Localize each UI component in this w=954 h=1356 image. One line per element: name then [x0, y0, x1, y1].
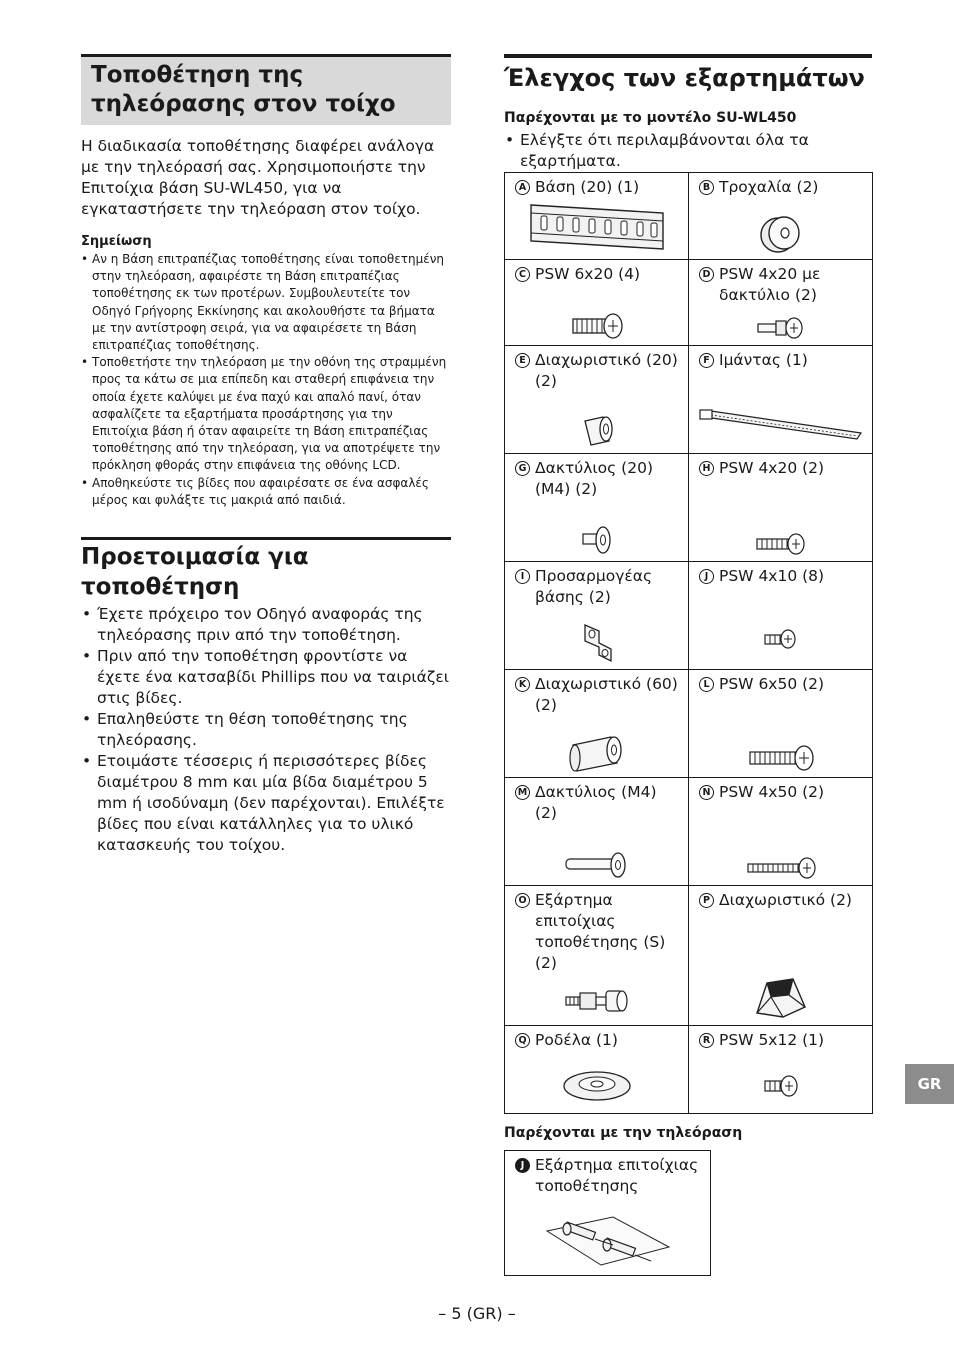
part-label: PSW 4x50 (2) [719, 783, 825, 801]
wall-bracket-icon [505, 199, 688, 251]
base-adapter-icon [505, 621, 688, 665]
parts-table [504, 172, 873, 1114]
page-number: – 5 (GR) – [438, 1304, 516, 1323]
screw-icon [689, 1073, 872, 1099]
part-cell [505, 173, 689, 260]
part-marker: H [699, 461, 714, 476]
preparation-item: • Πριν από την τοποθέτηση φροντίστε να έχετε ένα κατσαβίδι Phillips που να ταιριάζει στις βίδες. [81, 646, 451, 709]
supplied-with-tv-title: Παρέχονται με την τηλεόραση [504, 1125, 743, 1141]
section-header-wall-mount [81, 54, 451, 125]
spacer-block-icon [689, 973, 872, 1019]
supplied-with-model-title: Παρέχονται με το μοντέλο SU-WL450 [504, 110, 797, 126]
part-marker: B [699, 180, 714, 195]
screw-icon [689, 855, 872, 881]
part-marker: Q [515, 1033, 530, 1048]
table-row [505, 562, 873, 670]
screw-with-ring-icon [689, 315, 872, 341]
right-column [504, 54, 872, 172]
table-row [505, 454, 873, 562]
part-label: Διαχωριστικό (60) (2) [535, 675, 678, 714]
part-label: PSW 6x50 (2) [719, 675, 825, 693]
washer-icon [505, 1069, 688, 1103]
note-list [81, 251, 451, 509]
part-cell [505, 1026, 689, 1114]
part-marker: J [515, 1158, 530, 1173]
part-cell [505, 886, 689, 1026]
table-row [505, 173, 873, 260]
table-row [505, 886, 873, 1026]
part-cell [689, 670, 873, 778]
part-marker: F [699, 353, 714, 368]
table-row [505, 260, 873, 346]
section-title-wall-mount: Τοποθέτηση της τηλεόρασης στον τοίχο [91, 62, 396, 117]
part-label: PSW 5x12 (1) [719, 1031, 825, 1049]
part-label: PSW 4x20 με δακτύλιο (2) [719, 265, 821, 304]
part-marker: N [699, 785, 714, 800]
screw-icon [689, 531, 872, 557]
note-title: Σημείωση [81, 234, 152, 249]
part-label: Ιμάντας (1) [719, 351, 808, 369]
part-label: Δακτύλιος (20) (M4) (2) [535, 459, 653, 498]
spacer-icon [505, 733, 688, 773]
table-row [505, 670, 873, 778]
pulley-icon [689, 211, 872, 255]
part-cell [689, 778, 873, 886]
part-marker: G [515, 461, 530, 476]
part-marker: D [699, 267, 714, 282]
preparation-list [81, 604, 451, 856]
left-column [81, 54, 451, 856]
note-item: • Τοποθετήστε την τηλεόραση με την οθόνη της στραμμένη προς τα κάτω σε μια επίπεδη και σταθερή επιφάνεια την οποία έχετε καλύψει με ένα παχύ και απαλό πανί, όταν ασφαλίζετε τα εξαρτήματα προσάρτησης για την Επιτοίχια βάση ή όταν αφαιρείτε τη Βάση επιτραπέζιας τοποθέτησης από την τηλεόραση, για να αποτρέψετε την πρόκληση φθοράς στην επιφάνεια της οθόνης LCD. [81, 354, 451, 474]
screw-icon [689, 743, 872, 773]
part-marker: J [699, 569, 714, 584]
table-row [505, 346, 873, 454]
screw-icon [689, 627, 872, 651]
section-title-parts-check: Έλεγχος των εξαρτημάτων [504, 64, 865, 92]
part-cell [689, 886, 873, 1026]
part-cell [689, 173, 873, 260]
part-label: PSW 6x20 (4) [535, 265, 641, 283]
section-title-preparation: Προετοιμασία για τοποθέτηση [81, 544, 309, 601]
part-cell [505, 346, 689, 454]
section-header-preparation [81, 537, 451, 602]
part-cell [689, 346, 873, 454]
part-cell [689, 1026, 873, 1114]
preparation-item: • Έχετε πρόχειρο τον Οδηγό αναφοράς της τηλεόρασης πριν από την τοποθέτηση. [81, 604, 451, 646]
part-cell [689, 454, 873, 562]
mounting-hook-icon [505, 985, 688, 1017]
part-cell [505, 562, 689, 670]
part-marker: O [515, 893, 530, 908]
preparation-item: • Ετοιμάστε τέσσερις ή περισσότερες βίδες διαμέτρου 8 mm και μία βίδα διαμέτρου 5 mm ή ισοδύναμη (δεν παρέχονται). Επιλέξτε βίδες που είναι κατάλληλες για το υλικό κατασκευής του τοίχου. [81, 751, 451, 856]
part-cell [505, 670, 689, 778]
part-label: Βάση (20) (1) [535, 178, 640, 196]
part-label: Προσαρμογέας βάσης (2) [535, 567, 653, 606]
part-cell [505, 454, 689, 562]
note-item: • Αν η Βάση επιτραπέζιας τοποθέτησης είναι τοποθετημένη στην τηλεόραση, αφαιρέστε τη Βάση επιτραπέζιας τοποθέτησης εκ των προτέρων. Συμβουλευτείτε τον Οδηγό Γρήγορης Εκκίνησης και ακολουθήστε τα βήματα με την αντίστροφη σειρά, για να αφαιρέσετε τη Βάση επιτραπέζιας τοποθέτησης. [81, 251, 451, 354]
screw-icon [505, 311, 688, 341]
part-label: Δακτύλιος (M4) (2) [535, 783, 657, 822]
part-label: Εξάρτημα επιτοίχιας τοποθέτησης [535, 1156, 699, 1195]
part-cell [689, 562, 873, 670]
mounting-hook-icon [505, 1213, 710, 1269]
part-marker: I [515, 569, 530, 584]
part-label: Εξάρτημα επιτοίχιας τοποθέτησης (S) (2) [535, 891, 666, 972]
part-marker: P [699, 893, 714, 908]
part-label: PSW 4x10 (8) [719, 567, 825, 585]
tv-part-cell [504, 1150, 711, 1276]
table-row [505, 1026, 873, 1114]
ring-icon [505, 849, 688, 881]
part-label: Διαχωριστικό (20) (2) [535, 351, 678, 390]
part-marker: R [699, 1033, 714, 1048]
part-marker: M [515, 785, 530, 800]
part-label: PSW 4x20 (2) [719, 459, 825, 477]
part-cell [689, 260, 873, 346]
ring-icon [505, 523, 688, 557]
section-header-parts-check [504, 54, 872, 94]
note-item: • Αποθηκεύστε τις βίδες που αφαιρέσατε σε ένα ασφαλές μέρος και φυλάξτε τις μακριά από παιδιά. [81, 475, 451, 509]
part-marker: E [515, 353, 530, 368]
preparation-item: • Επαληθεύστε τη θέση τοποθέτησης της τηλεόρασης. [81, 709, 451, 751]
intro-paragraph: Η διαδικασία τοποθέτησης διαφέρει ανάλογα με την τηλεόρασή σας. Χρησιμοποιήστε την Επιτοίχια βάση SU-WL450, για να εγκαταστήσετε την τηλεόραση στον τοίχο. [81, 137, 435, 218]
belt-icon [689, 407, 872, 443]
part-label: Τροχαλία (2) [719, 178, 819, 196]
part-label: Ροδέλα (1) [535, 1031, 618, 1049]
table-row [505, 778, 873, 886]
spacer-icon [505, 413, 688, 449]
part-marker: C [515, 267, 530, 282]
language-tab: GR [905, 1064, 954, 1104]
part-cell [505, 260, 689, 346]
part-marker: A [515, 180, 530, 195]
part-marker: K [515, 677, 530, 692]
part-cell [505, 778, 689, 886]
part-label: Διαχωριστικό (2) [719, 891, 852, 909]
part-marker: L [699, 677, 714, 692]
check-instruction: • Ελέγξτε ότι περιλαμβάνονται όλα τα εξαρτήματα. [504, 130, 872, 172]
